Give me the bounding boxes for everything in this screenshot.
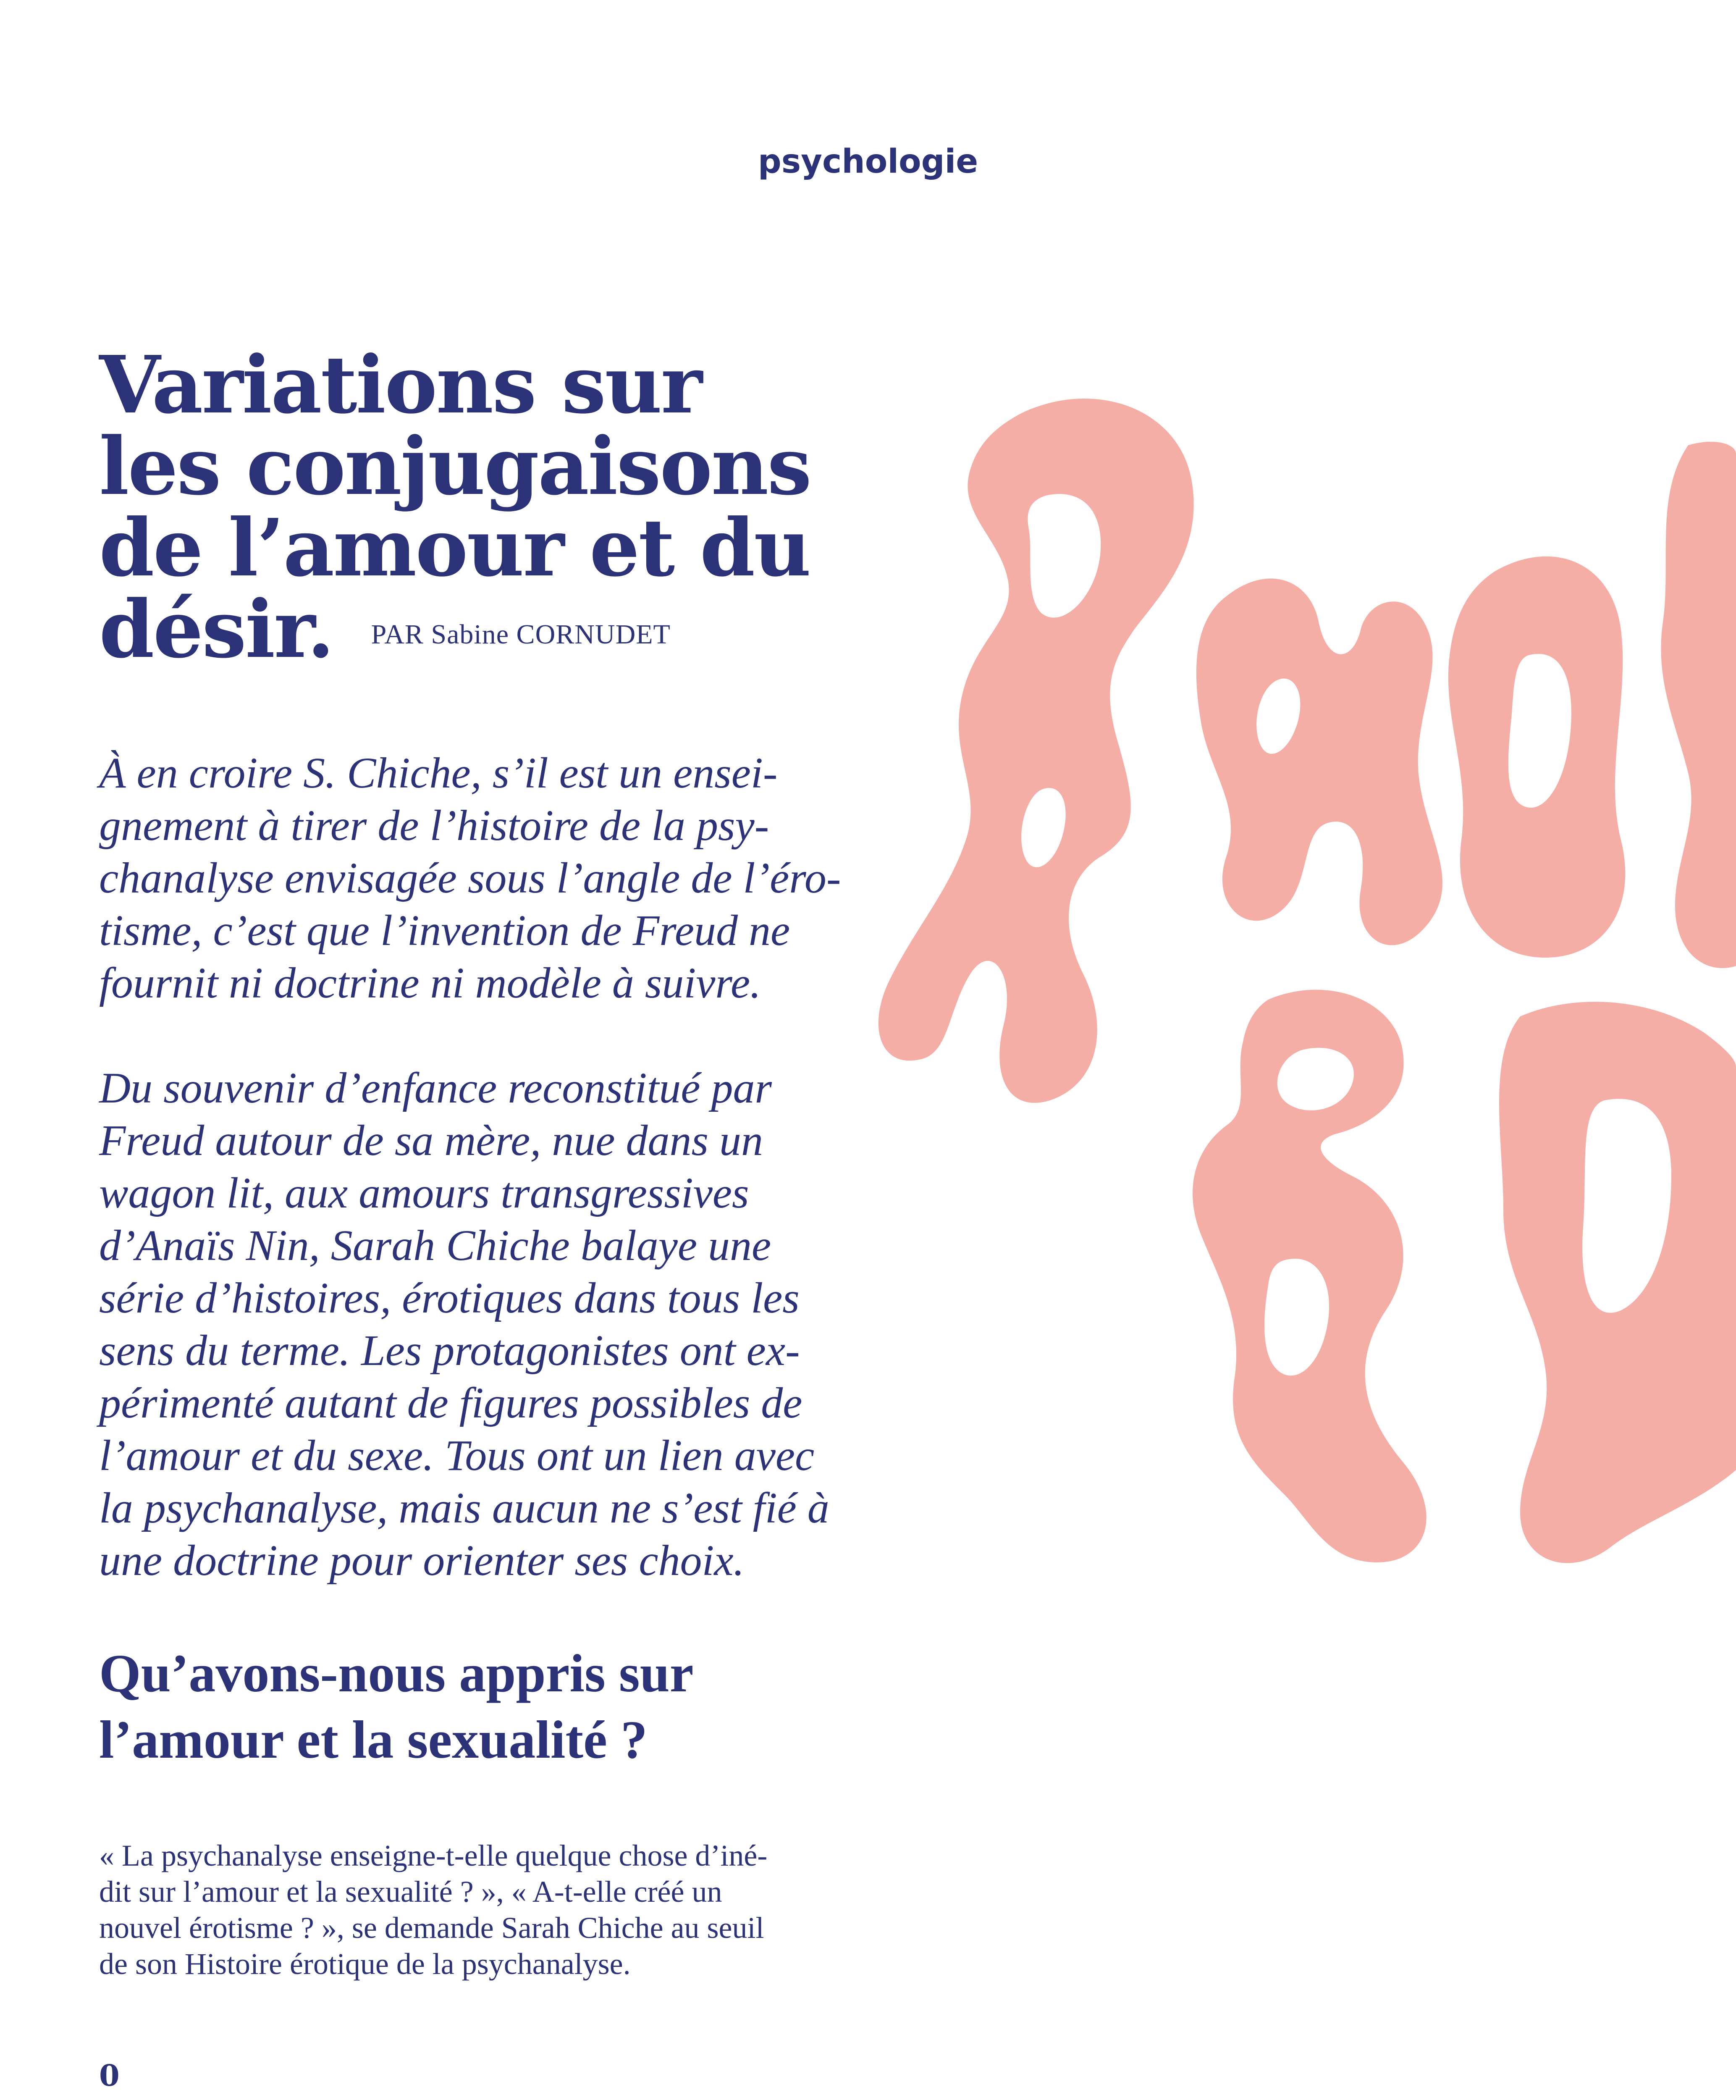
text-line: périmenté autant de figures possibles de (99, 1379, 802, 1427)
title-line: les conjugaisons (99, 420, 811, 513)
text-line: À en croire S. Chiche, s’il est un ensei- (99, 749, 778, 797)
text-line: tisme, c’est que l’invention de Freud ne (99, 906, 790, 955)
text-line: une doctrine pour orienter ses choix. (99, 1536, 745, 1585)
letter-d-shape (1499, 1002, 1736, 1563)
subheading (99, 1640, 897, 1773)
wavy-amour-lettering-icon (865, 361, 1736, 1823)
lead-paragraph-1 (99, 747, 855, 1009)
text-line: la psychanalyse, mais aucun ne s’est fié à (99, 1484, 829, 1532)
letter-m-shape (1196, 578, 1442, 945)
text-line: Du souvenir d’enfance reconstitué par (99, 1064, 772, 1112)
text-line: wagon lit, aux amours transgressives (99, 1169, 749, 1217)
title-line: désir. (99, 583, 333, 676)
byline: PAR Sabine CORNUDET (371, 619, 671, 650)
text-line: chanalyse envisagée sous l’angle de l’éro- (99, 854, 841, 902)
letter-o-shape (1448, 556, 1625, 958)
lettering-shapes (878, 399, 1736, 1563)
subheading-line: Qu’avons-nous appris sur (99, 1643, 694, 1703)
ampersand-shape (1193, 990, 1427, 1562)
section-label: psychologie (758, 143, 978, 181)
letter-a-shape (878, 399, 1194, 1103)
text-line: Freud autour de sa mère, nue dans un (99, 1116, 763, 1165)
text-line: sens du terme. Les protagonistes ont ex- (99, 1326, 800, 1375)
text-line: gnement à tirer de l’histoire de la psy- (99, 801, 769, 850)
text-line: « La psychanalyse enseigne-t-elle quelque chose d’iné- (99, 1839, 768, 1872)
title-line: Variations sur (99, 339, 701, 431)
text-line: l’amour et du sexe. Tous ont un lien avec (99, 1431, 815, 1480)
text-line: d’Anaïs Nin, Sarah Chiche balaye une (99, 1221, 771, 1270)
text-line: nouvel érotisme ? », se demande Sarah Chiche au seuil (99, 1911, 764, 1945)
lead-paragraph-2 (99, 1062, 855, 1587)
text-line: dit sur l’amour et la sexualité ? », « A-t-elle créé un (99, 1875, 722, 1908)
page-number: 0 (99, 2058, 120, 2093)
letter-u-shape (1661, 442, 1736, 968)
text-line: série d’histoires, érotiques dans tous les (99, 1274, 800, 1322)
article-title (99, 339, 939, 677)
title-last-line (99, 583, 939, 677)
text-line: fournit ni doctrine ni modèle à suivre. (99, 959, 761, 1007)
subheading-line: l’amour et la sexualité ? (99, 1710, 648, 1769)
text-line: de son Histoire érotique de la psychanalyse. (99, 1947, 631, 1981)
title-line: de l’amour et du (99, 501, 810, 594)
body-paragraph (99, 1838, 855, 1982)
